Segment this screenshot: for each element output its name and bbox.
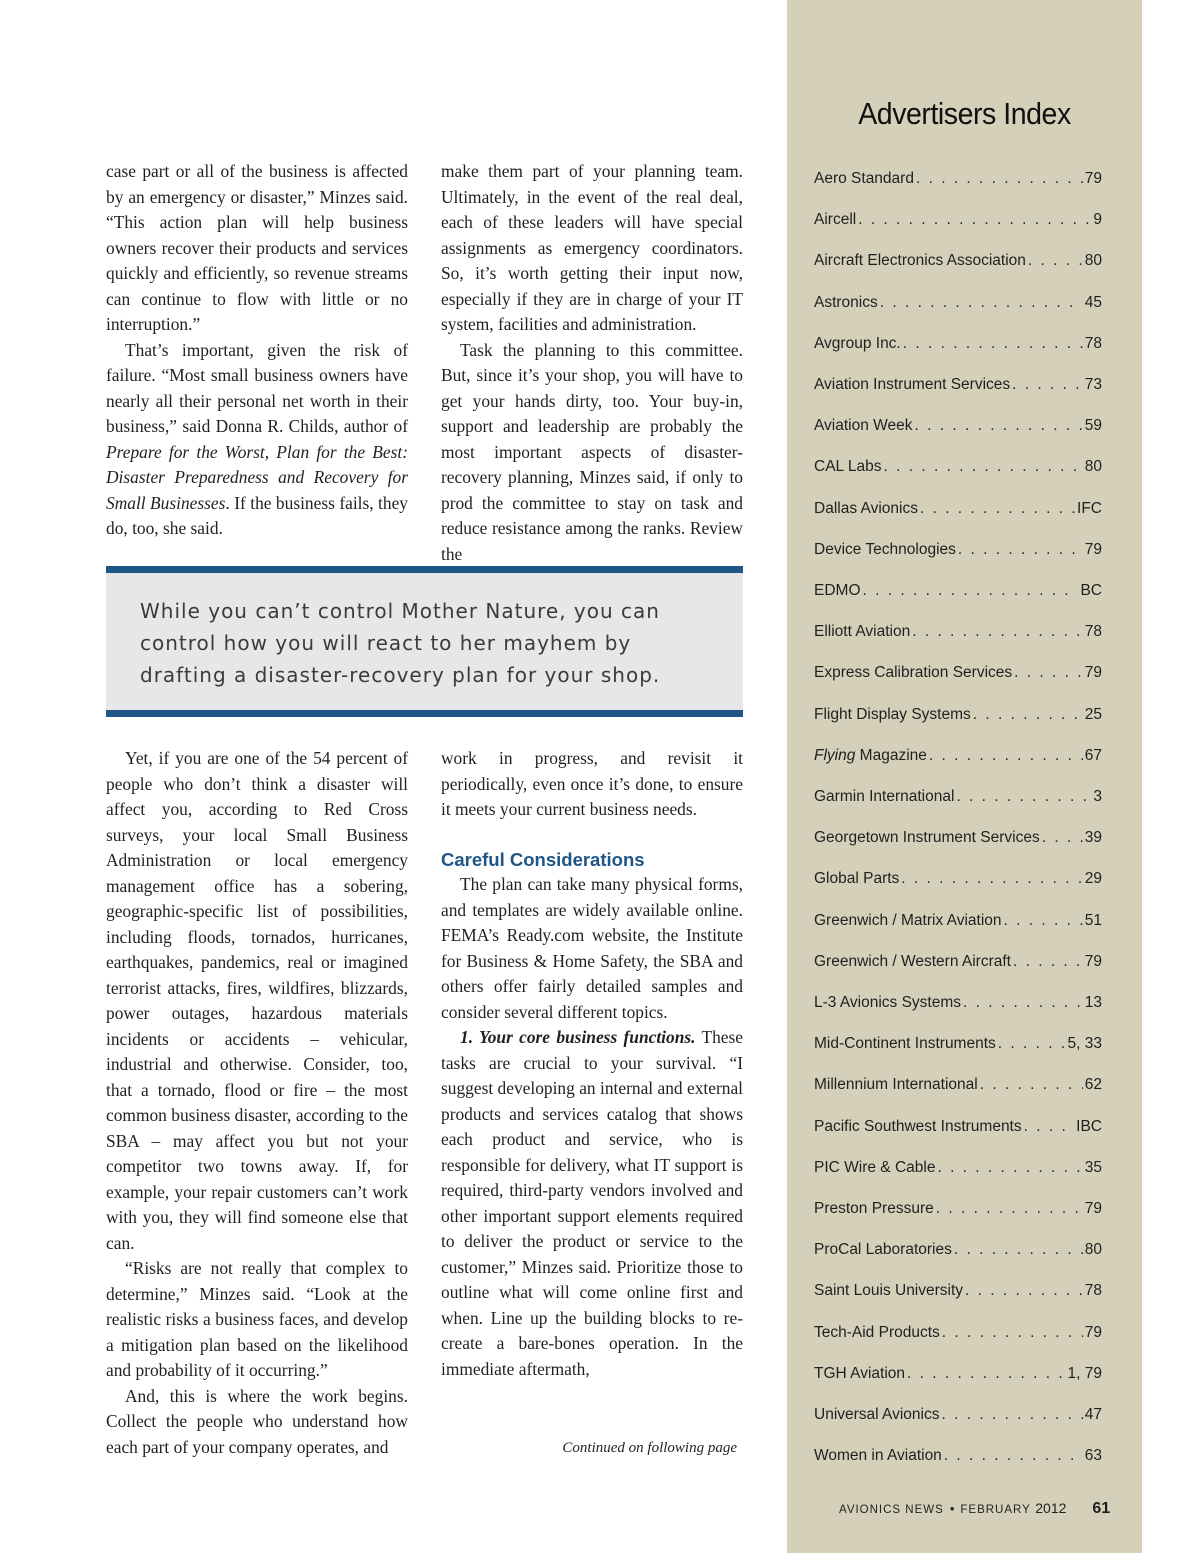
advertiser-page: 79 [1084, 664, 1102, 682]
advertiser-entry [814, 294, 1102, 318]
advertiser-name: Greenwich / Western Aircraft [814, 952, 1011, 970]
paragraph: And, this is where the work begins. Collect the people who understand how each part of your company operates, and [106, 1385, 408, 1457]
advertiser-entry [814, 1035, 1102, 1059]
advertiser-entry [814, 1076, 1102, 1100]
leader-dots [998, 1035, 1066, 1053]
leader-dots [903, 335, 1083, 353]
section-heading: Careful Considerations [441, 848, 645, 870]
continued-note: Continued on following page [562, 1440, 737, 1456]
book-title: Prepare for the Worst, Plan for the Best: Disaster Preparedness and Recovery for Small Businesses [106, 441, 408, 513]
page-footer [839, 1500, 1129, 1518]
advertiser-page: 79 [1084, 1323, 1102, 1341]
advertiser-entry [814, 829, 1102, 853]
leader-dots [1012, 376, 1083, 394]
advertiser-entry [814, 458, 1102, 482]
advertiser-page: 67 [1084, 746, 1102, 764]
advertiser-page: 62 [1084, 1076, 1102, 1094]
advertiser-entry [814, 747, 1102, 771]
leader-dots [884, 458, 1083, 476]
advertiser-page: 45 [1084, 293, 1102, 311]
leader-dots [958, 541, 1083, 559]
list-item-lead: 1. Your core business functions. [460, 1027, 696, 1047]
advertiser-name: Georgetown Instrument Services [814, 829, 1040, 847]
advertiser-page: 80 [1084, 458, 1102, 476]
leader-dots [963, 994, 1083, 1012]
advertiser-name: Aircraft Electronics Association [814, 252, 1026, 270]
leader-dots [980, 1076, 1083, 1094]
leader-dots [912, 623, 1083, 641]
article-column-3 [106, 746, 408, 1460]
advertiser-entry [814, 417, 1102, 441]
advertiser-entry [814, 500, 1102, 524]
advertiser-entry [814, 252, 1102, 276]
leader-dots [937, 1159, 1082, 1177]
advertiser-page: 47 [1084, 1406, 1102, 1423]
leader-dots [973, 706, 1083, 724]
advertiser-entry [814, 1406, 1102, 1430]
advertiser-page: 29 [1084, 870, 1102, 888]
advertiser-entry [814, 1447, 1102, 1471]
leader-dots [907, 1365, 1065, 1383]
advertiser-entry [814, 1365, 1102, 1389]
advertiser-entry [814, 211, 1102, 235]
advertiser-page: 79 [1084, 1200, 1102, 1217]
advertiser-entry [814, 912, 1102, 936]
leader-dots [936, 1200, 1083, 1218]
paragraph: Task the planning to this committee. But, since it’s your shop, you will have to get your hands dirty, too. Your buy-in, support and leadership are probably the most important aspects of disaster-recovery planning, Minzes said, if only to prod the committee to stay on task and reduce resistance among the ranks. Review the [441, 339, 743, 564]
advertiser-page: 39 [1084, 829, 1102, 847]
paragraph: 1. Your core business functions. These tasks are crucial to your survival. “I suggest developing an internal and external products and services catalog that shows each product and service, who is responsible for delivery, what IT support is required, third-party vendors involved and other important support elements required to deliver the product or service to the customer,” Minzes said. Prioritize those to outline what will come online first and when. Line up the building blocks to re-create a bare-bones operation. In the immediate aftermath, [441, 1027, 743, 1379]
advertiser-page: BC [1080, 582, 1102, 599]
leader-dots [863, 582, 1079, 600]
advertiser-entry [814, 170, 1102, 194]
leader-dots [1004, 912, 1083, 930]
publication-name: AVIONICS NEWS [839, 1504, 944, 1516]
advertiser-entry [814, 541, 1102, 565]
leader-dots [1013, 953, 1083, 971]
advertiser-name: Saint Louis University [814, 1282, 964, 1300]
leader-dots [1024, 1118, 1075, 1136]
advertiser-entry [814, 376, 1102, 400]
leader-dots [880, 294, 1083, 312]
advertiser-name: Women in Aviation [814, 1447, 942, 1465]
advertiser-page: 80 [1084, 1241, 1102, 1259]
advertiser-entry [814, 1200, 1102, 1224]
leader-dots [920, 500, 1075, 518]
advertiser-name: Greenwich / Matrix Aviation [814, 911, 1002, 929]
advertiser-entry [814, 953, 1102, 977]
advertiser-name: Pacific Southwest Instruments [814, 1117, 1022, 1135]
advertiser-page: 78 [1084, 334, 1102, 352]
advertiser-page: 9 [1093, 211, 1102, 229]
leader-dots [916, 170, 1083, 188]
paragraph: That’s important, given the risk of failure. “Most small business owners have nearly all their personal net worth in their business,” said Donna R. Childs, author of Prepare for the Worst, Plan for the Best: Disaster Preparedness and Recovery for Small Businesses. If the business fails, they do, too, she said. [106, 339, 408, 538]
advertiser-name: Express Calibration Services [814, 664, 1013, 682]
advertiser-entry [814, 1282, 1102, 1306]
paragraph: The plan can take many physical forms, and templates are widely available online. FEMA’s Ready.com website, the Institute for Business & Home Safety, the SBA and others offer fairly detailed samples and consider several different topics. [441, 874, 743, 1022]
paragraph: make them part of your planning team. Ultimately, in the event of the real deal, each of these leaders will have special assignments as emergency coordinators. So, it’s worth getting their input now, especially if they are in charge of your IT system, facilities and administration. [441, 161, 743, 334]
advertiser-name: Universal Avionics [814, 1406, 940, 1423]
issue-year: 2012 [1035, 1500, 1067, 1516]
leader-dots [956, 788, 1091, 806]
advertiser-name: Astronics [814, 293, 878, 311]
advertiser-page: 5, 33 [1067, 1035, 1102, 1053]
advertiser-page: 59 [1084, 417, 1102, 435]
leader-dots [901, 870, 1082, 888]
advertiser-entry [814, 870, 1102, 894]
article-column-4 [441, 746, 743, 1382]
leader-dots [942, 1324, 1083, 1342]
advertiser-entry [814, 1241, 1102, 1265]
advertiser-page: 79 [1084, 952, 1102, 970]
advertiser-page: 79 [1084, 170, 1102, 187]
leader-dots [1028, 252, 1083, 270]
advertiser-name: Aviation Week [814, 417, 913, 435]
advertiser-name: TGH Aviation [814, 1364, 906, 1382]
article-column-2 [441, 159, 743, 567]
advertiser-page: 73 [1084, 376, 1102, 393]
advertiser-name: ProCal Laboratories [814, 1241, 952, 1259]
advertiser-page: 79 [1084, 540, 1102, 558]
advertiser-name [814, 747, 927, 765]
pull-quote-text: While you can’t control Mother Nature, you can control how you will react to her mayhem by drafting a disaster-recovery plan for your shop. [140, 599, 661, 687]
leader-dots [954, 1241, 1083, 1259]
leader-dots [944, 1447, 1083, 1465]
paragraph: work in progress, and revisit it periodically, even once it’s done, to ensure it meets your current business needs. [441, 748, 743, 819]
paragraph: Yet, if you are one of the 54 percent of people who don’t think a disaster will affect you, according to Red Cross surveys, your local Small Business Administration or local emergency management office has a sobering, geographic-specific list of possibilities, including floods, tornados, hurricanes, earthquakes, pandemics, real or imagined terrorist attacks, fires, wildfires, blizzards, power outages, hazardous materials incidents or accidents – vehicular, industrial and otherwise. Consider, too, that a tornado, flood or fire – the most common business disaster, according to the SBA – may affect you but not your competitor two towns away. If, for example, your repair customers can’t work with you, they will find someone else that can. [106, 748, 408, 1253]
advertiser-page: 80 [1084, 252, 1102, 270]
leader-dots [965, 1282, 1083, 1300]
advertiser-name: EDMO [814, 582, 861, 599]
leader-dots [915, 417, 1083, 435]
advertiser-page: 78 [1084, 1282, 1102, 1300]
advertiser-entry [814, 788, 1102, 812]
leader-dots [858, 211, 1091, 229]
leader-dots [1042, 829, 1083, 847]
advertiser-page: IFC [1077, 499, 1102, 517]
advertiser-page: 1, 79 [1067, 1364, 1102, 1382]
leader-dots [1014, 664, 1083, 682]
advertiser-name: Aviation Instrument Services [814, 376, 1011, 393]
advertiser-entry [814, 664, 1102, 688]
pull-quote [106, 566, 743, 717]
advertiser-entry [814, 582, 1102, 606]
paragraph: “Risks are not really that complex to determine,” Minzes said. “Look at the realistic risks a business faces, and develop a mitigation plan based on the likelihood and probability of it occurring.” [106, 1258, 408, 1380]
advertiser-name: Aero Standard [814, 170, 914, 187]
advertiser-name: L-3 Avionics Systems [814, 994, 962, 1011]
paragraph: case part or all of the business is affected by an emergency or disaster,” Minzes said. “This action plan will help business owners recover their products and services quickly and efficiently, so revenue streams can continue to flow with little or no interruption.” [106, 161, 408, 334]
leader-dots [942, 1406, 1083, 1424]
leader-dots [929, 747, 1083, 765]
advertiser-page: 63 [1084, 1447, 1102, 1465]
advertiser-name: Garmin International [814, 788, 955, 805]
advertiser-name: PIC Wire & Cable [814, 1158, 936, 1176]
advertiser-name: Mid-Continent Instruments [814, 1035, 996, 1053]
advertiser-name: Dallas Avionics [814, 499, 918, 517]
advertiser-name: Avgroup Inc. [814, 334, 901, 352]
advertiser-name: Elliott Aviation [814, 623, 911, 641]
advertiser-entry [814, 1159, 1102, 1183]
page-number: 61 [1092, 1500, 1111, 1517]
advertiser-page: 78 [1084, 623, 1102, 641]
advertiser-page: 25 [1084, 705, 1102, 723]
spacer [441, 823, 743, 847]
advertiser-page: 3 [1093, 788, 1102, 805]
issue-month: FEBRUARY [960, 1504, 1031, 1516]
advertiser-name: Aircell [814, 211, 857, 229]
advertiser-entry [814, 994, 1102, 1018]
advertiser-page: IBC [1076, 1117, 1102, 1135]
advertiser-name-italic: Flying [814, 746, 856, 764]
advertiser-name: Global Parts [814, 870, 900, 888]
advertiser-name: Millennium International [814, 1076, 978, 1094]
advertiser-name-rest: Magazine [859, 746, 927, 764]
advertiser-name: CAL Labs [814, 458, 882, 476]
advertiser-page: 51 [1084, 911, 1102, 929]
advertiser-entry [814, 623, 1102, 647]
article-column-1 [106, 159, 408, 542]
advertiser-name: Preston Pressure [814, 1200, 934, 1217]
advertiser-entry [814, 706, 1102, 730]
advertiser-name: Device Technologies [814, 540, 956, 558]
advertisers-index-sidebar [787, 0, 1142, 1553]
advertiser-page: 35 [1084, 1158, 1102, 1176]
advertiser-page: 13 [1084, 994, 1102, 1011]
advertiser-entry [814, 1118, 1102, 1142]
advertiser-name: Flight Display Systems [814, 705, 971, 723]
footer-bullet: • [949, 1501, 955, 1516]
advertiser-entry [814, 1324, 1102, 1348]
advertiser-name: Tech-Aid Products [814, 1323, 940, 1341]
sidebar-title: Advertisers Index [858, 96, 1071, 131]
advertiser-entry [814, 335, 1102, 359]
